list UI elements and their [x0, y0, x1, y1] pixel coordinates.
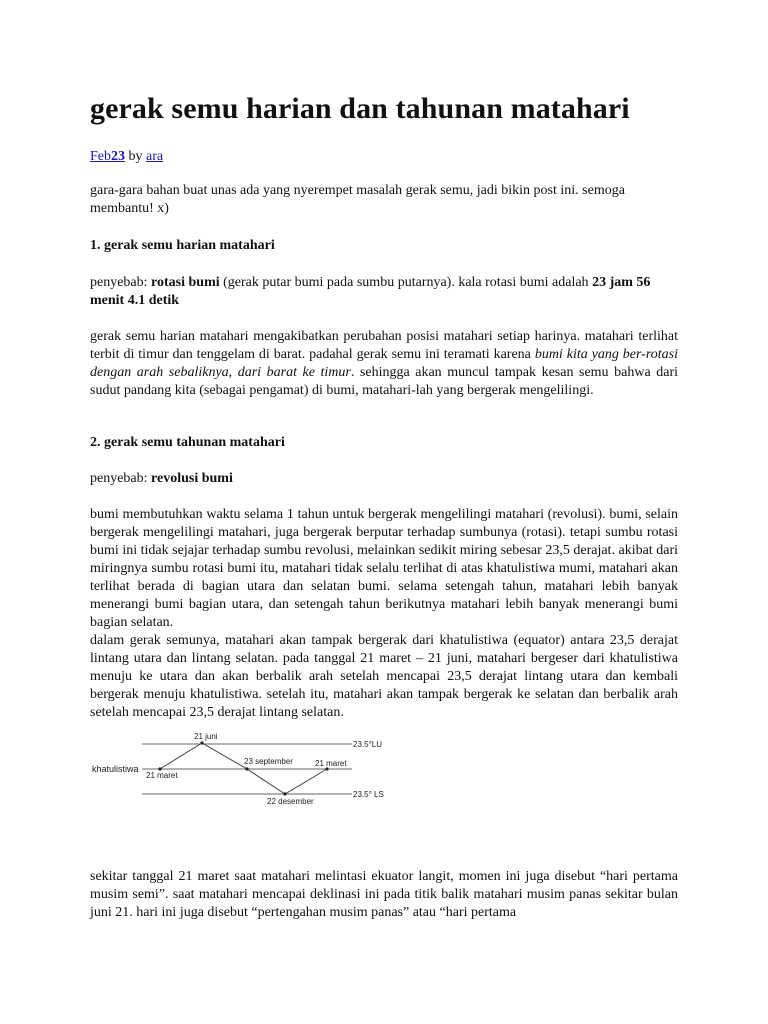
section1-para-italic: bumi kita yang ber-rotasi dengan arah sebaliknya, dari barat ke timur	[90, 347, 678, 380]
section1-para-b: . sehingga akan muncul tampak kesan semu bahwa dari sudut pandang kita (sebagai pengamat) di bumi, matahari-lah yang bergerak mengelilingi.	[90, 365, 678, 398]
post-date-link[interactable]	[90, 149, 125, 164]
label-23-5-ls: 23.5° LS	[353, 790, 384, 799]
section1-para-a: gerak semu harian matahari mengakibatkan perubahan posisi matahari setiap harinya. matahari terlihat terbit di timur dan tenggelam di barat. padahal gerak semu ini teramati karena	[90, 329, 678, 362]
cause-rest: (gerak putar bumi pada sumbu putarnya). kala rotasi bumi adalah	[223, 275, 589, 290]
post-day: 23	[111, 149, 125, 164]
point-22-desember	[283, 792, 286, 795]
page-title: gerak semu harian dan tahunan matahari	[90, 92, 630, 125]
post-byline	[90, 149, 163, 165]
label-21-juni: 21 juni	[194, 732, 218, 741]
author-link[interactable]: ara	[146, 149, 164, 164]
section2-cause	[90, 470, 678, 488]
byline-by: by	[128, 149, 143, 164]
cause-bold: revolusi bumi	[151, 471, 233, 486]
cause-label: penyebab:	[90, 275, 148, 290]
cause-label: penyebab:	[90, 471, 148, 486]
closing-paragraph: sekitar tanggal 21 maret saat matahari melintasi ekuator langit, momen ini juga disebut “hari pertama musim semi”. saat matahari mencapai deklinasi ini pada titik balik matahari musim panas sekitar bulan juni 21. hari ini juga disebut “pertengahan musim panas” atau “hari pertama	[90, 869, 678, 920]
label-23-5-lu: 23.5°LU	[353, 740, 382, 749]
section2-paragraph-1: bumi membutuhkan waktu selama 1 tahun untuk bergerak mengelilingi matahari (revolusi). bumi, selain bergerak mengelilingi matahari, juga bergerak berputar terhadap sumbunya (rotasi). tetapi sumbu rotasi bumi ini tidak sejajar terhadap sumbu revolusi, melainkan sedikit miring sebesar 23,5 derajat. akibat dari miringnya sumbu rotasi bumi itu, matahari tidak selalu terlihat di atas khatulistiwa mumi, matahari akan terlihat berada di bagian utara dan selatan bumi. selama setengah tahun, matahari lebih banyak menerangi bumi bagian utara, dan setengah tahun berikutnya matahari lebih banyak menerangi bumi bagian selatan.	[90, 507, 678, 630]
label-khatulistiwa: khatulistiwa	[92, 764, 139, 774]
label-23-september: 23 september	[244, 757, 293, 766]
section1-paragraph	[90, 328, 678, 400]
cause-bold: rotasi bumi	[151, 275, 220, 290]
intro-paragraph: gara-gara bahan buat unas ada yang nyerempet masalah gerak semu, jadi bikin post ini. semoga membantu! x)	[90, 183, 625, 216]
sun-path-diagram	[90, 730, 420, 812]
point-21-juni	[200, 741, 203, 744]
cause-duration: 23 jam 56 menit 4.1 detik	[90, 275, 651, 308]
section2-heading: 2. gerak semu tahunan matahari	[90, 435, 285, 450]
section2-paragraph-2: dalam gerak semunya, matahari akan tampak bergerak dari khatulistiwa (equator) antara 23,5 derajat lintang utara dan lintang selatan. pada tanggal 21 maret – 21 juni, matahari bergeser dari khatulistiwa menuju ke utara dan akan berbalik arah setelah mencapai 23,5 derajat lintang utara dan kembali bergerak menuju khatulistiwa. setelah itu, matahari akan tampak bergerak ke selatan dan berbalik arah setelah mencapai 23,5 derajat lintang selatan.	[90, 633, 678, 720]
post-month: Feb	[90, 149, 111, 164]
label-21-maret-left: 21 maret	[146, 771, 178, 780]
point-23-september	[245, 767, 248, 770]
label-22-desember: 22 desember	[267, 797, 314, 806]
section1-cause	[90, 274, 678, 310]
label-21-maret-right: 21 maret	[315, 759, 347, 768]
section1-heading: 1. gerak semu harian matahari	[90, 238, 275, 253]
